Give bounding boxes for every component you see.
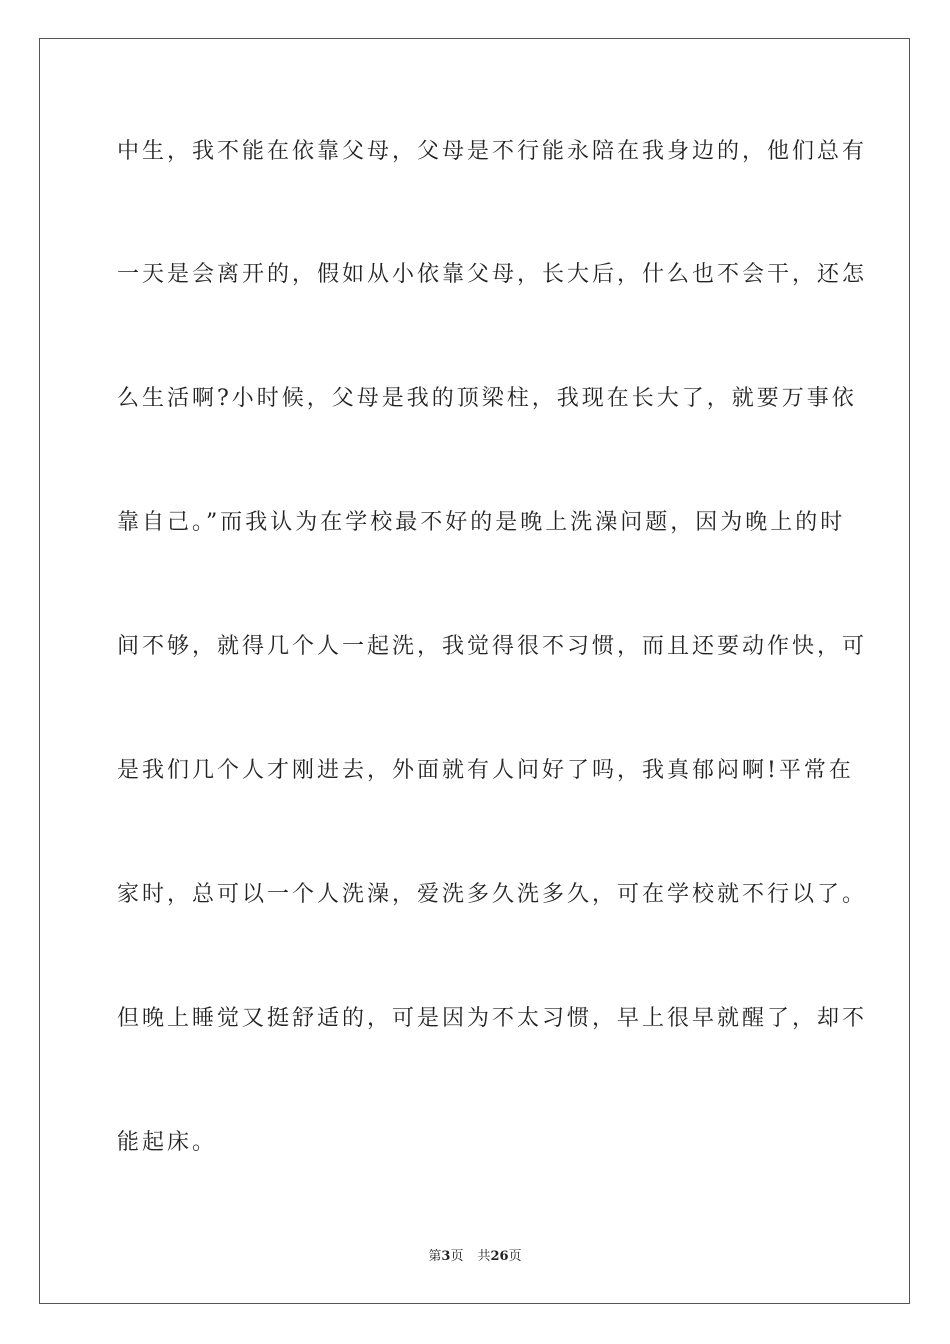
text-line: 么生活啊?小时候，父母是我的顶梁柱，我现在长大了，就要万事依 — [117, 386, 857, 411]
page-prefix: 第 — [428, 1249, 442, 1264]
text-line: 中生，我不能在依靠父母，父母是不行能永陪在我身边的，他们总有 — [117, 139, 868, 164]
text-line: 是我们几个人才刚进去，外面就有人问好了吗，我真郁闷啊!平常在 — [117, 758, 854, 783]
text-line: 一天是会离开的，假如从小依靠父母，长大后，什么也不会干，还怎 — [117, 262, 868, 287]
text-line: 家时，总可以一个人洗澡，爱洗多久洗多久，可在学校就不行以了。 — [117, 882, 868, 907]
page-footer — [0, 1248, 950, 1266]
text-line: 能起床。 — [117, 1130, 218, 1155]
page-number: 3 — [441, 1249, 451, 1264]
page-suffix: 页 — [450, 1249, 464, 1264]
page-border — [39, 38, 910, 1304]
text-line: 但晚上睡觉又挺舒适的，可是因为不太习惯，早上很早就醒了，却不 — [117, 1006, 868, 1031]
total-suffix: 页 — [508, 1249, 522, 1264]
total-prefix: 共 — [477, 1249, 491, 1264]
total-pages: 26 — [490, 1249, 509, 1264]
text-line: 间不够，就得几个人一起洗，我觉得很不习惯，而且还要动作快，可 — [117, 634, 868, 659]
text-line: 靠自己。”而我认为在学校最不好的是晚上洗澡问题，因为晚上的时 — [117, 510, 846, 535]
